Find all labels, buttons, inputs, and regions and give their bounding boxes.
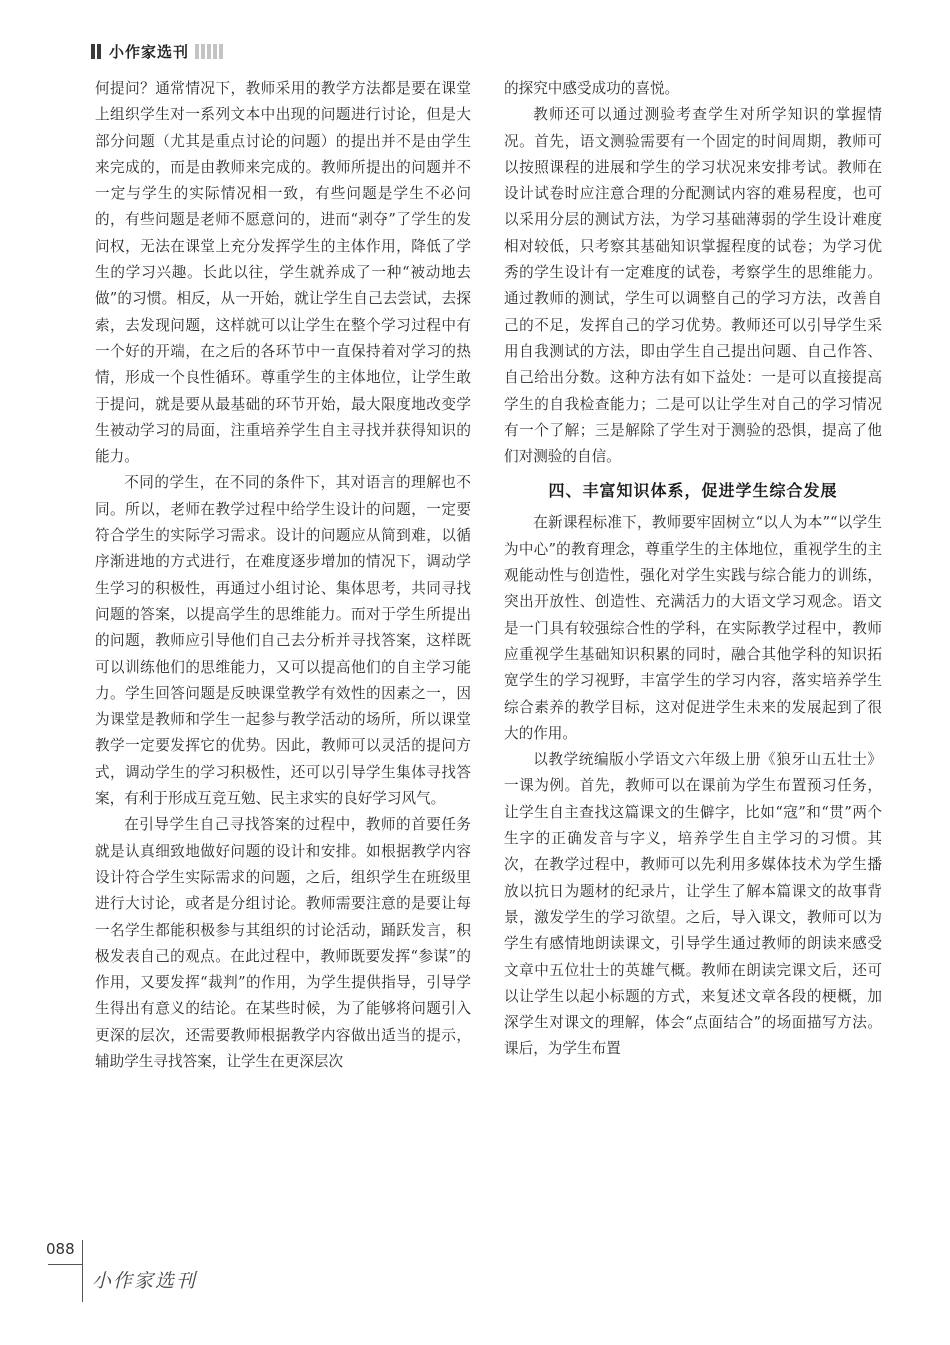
header-bars-right [195, 44, 223, 59]
paragraph: 的探究中感受成功的喜悦。 [504, 80, 680, 97]
right-column [504, 76, 882, 1063]
paragraph: 何提问？通常情况下，教师采用的教学方法都是要在课堂上组织学生对一系列文本中出现的问题进行讨论，但是大部分问题（尤其是重点讨论的问题）的提出并不是由学生来完成的，而是由教师来完成的。教师所提出的问题并不一定与学生的实际情况相一致，有些问题是学生不必问的，有些问题是老师不愿意问的，进而“剥夺”了学生的发问权，无法在课堂上充分发挥学生的主体作用，降低了学生的学习兴趣。长此以往，学生就养成了一种“被动地去做”的习惯。相反，从一开始，就让学生自己去尝试，去探索，去发现问题，这样就可以让学生在整个学习过程中有一个好的开端，在之后的各环节中一直保持着对学习的热情，形成一个良性循环。尊重学生的主体地位，让学生敢于提问，就是要从最基础的环节开始，最大限度地改变学生被动学习的局面，注重培养学生自主寻找并获得知识的能力。 [95, 80, 471, 466]
journal-logo: 小作家选刊 [92, 1270, 198, 1292]
header-bars-left [91, 44, 101, 59]
paragraph: 在新课程标准下，教师要牢固树立“以人为本”“以学生为中心”的教育理念，尊重学生的主体地位，重视学生的主观能动性与创造性，强化对学生实践与综合能力的训练，突出开放性、创造性、充满活力的大语文学习观念。语文是一门具有较强综合性的学科，在实际教学过程中，教师应重视学生基础知识积累的同时，融合其他学科的知识拓宽学生的学习视野，丰富学生的学习内容，落实培养学生综合素养的教学目标，这对促进学生未来的发展起到了很大的作用。 [504, 514, 882, 742]
section-heading: 四、丰富知识体系，促进学生综合发展 [548, 481, 838, 501]
paragraph: 教师还可以通过测验考查学生对所学知识的掌握情况。首先，语文测验需要有一个固定的时间周期，教师可以按照课程的进展和学生的学习状况来安排考试。教师在设计试卷时应注意合理的分配测试内容的难易程度，也可以采用分层的测试方法，为学习基础薄弱的学生设计难度相对较低，只考察其基础知识掌握程度的试卷；为学习优秀的学生设计有一定难度的试卷，考察学生的思维能力。通过教师的测试，学生可以调整自己的学习方法，改善自己的不足，发挥自己的学习优势。教师还可以引导学生采用自我测试的方法，即由学生自己提出问题、自己作答、自己给出分数。这种方法有如下益处：一是可以直接提高学生的自我检查能力；二是可以让学生对自己的学习情况有一个了解；三是解除了学生对于测验的恐惧，提高了他们对测验的自信。 [504, 106, 882, 466]
paragraph: 以教学统编版小学语文六年级上册《狼牙山五壮士》一课为例。首先，教师可以在课前为学生布置预习任务，让学生自主查找这篇课文的生僻字，比如“寇”和“贯”两个生字的正确发音与字义，培养学生自主学习的习惯。其次，在教学过程中，教师可以先利用多媒体技术为学生播放以抗日为题材的纪录片，让学生了解本篇课文的故事背景，激发学生的学习欲望。之后，导入课文，教师可以为学生有感情地朗读课文，引导学生通过教师的朗读来感受文章中五位壮士的英雄气概。教师在朗读完课文后，还可以让学生以起小标题的方式，来复述文章各段的梗概，加深学生对课文的理解，体会“点面结合”的场面描写方法。课后，为学生布置 [504, 751, 882, 1058]
journal-title: 小作家选刊 [109, 42, 190, 61]
footer-divider [82, 1240, 83, 1302]
page-footer [0, 1230, 300, 1310]
page-number: 088 [46, 1240, 75, 1258]
running-header [91, 40, 223, 62]
paragraph: 不同的学生，在不同的条件下，其对语言的理解也不同。所以，老师在教学过程中给学生设计的问题，一定要符合学生的实际学习需求。设计的问题应从简到难，以循序渐进地的方式进行，在难度逐步增加的情况下，调动学生学习的积极性，再通过小组讨论、集体思考，共同寻找问题的答案，以提高学生的思维能力。而对于学生所提出的问题，教师应引导他们自己去分析并寻找答案，这样既可以训练他们的思维能力，又可以提高他们的自主学习能力。学生回答问题是反映课堂教学有效性的因素之一，因为课堂是教师和学生一起参与教学活动的场所，所以课堂教学一定要发挥它的优势。因此，教师可以灵活的提问方式，调动学生的学习积极性，还可以引导学生集体寻找答案，有利于形成互竞互勉、民主求实的良好学习风气。 [95, 474, 471, 808]
left-column [95, 76, 471, 1075]
paragraph: 在引导学生自己寻找答案的过程中，教师的首要任务就是认真细致地做好问题的设计和安排。如根据教学内容设计符合学生实际需求的问题，之后，组织学生在班级里进行大讨论，或者是分组讨论。教师需要注意的是要让每一名学生都能积极参与其组织的讨论活动，踊跃发言，积极发表自己的观点。在此过程中，教师既要发挥“参谋”的作用，又要发挥“裁判”的作用，为学生提供指导，引导学生得出有意义的结论。在某些时候，为了能够将问题引入更深的层次，还需要教师根据教学内容做出适当的提示，辅助学生寻找答案，让学生在更深层次 [95, 816, 471, 1070]
footer-rule [48, 1264, 82, 1265]
